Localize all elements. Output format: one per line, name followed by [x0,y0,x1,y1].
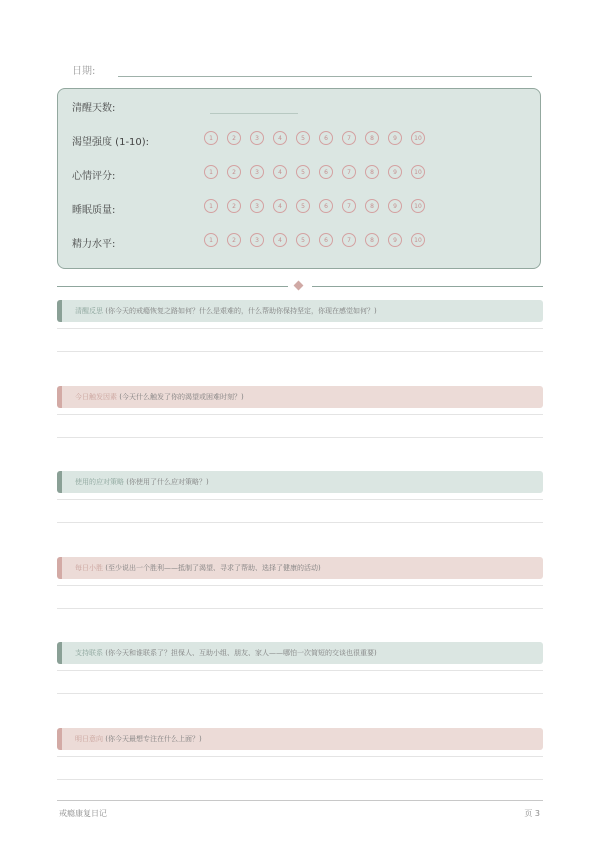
section-title [75,648,377,658]
rating-circle[interactable]: 5 [296,131,310,145]
writing-line[interactable] [57,351,543,352]
section-prompt: (你今天的戒瘾恢复之路如何？什么是艰难的，什么帮助你保持坚定，你现在感觉如何？) [105,307,377,315]
writing-line[interactable] [57,608,543,609]
rating-circle[interactable]: 10 [411,165,425,179]
section-header [57,642,543,664]
rating-circle[interactable]: 3 [250,233,264,247]
rating-circle[interactable]: 10 [411,131,425,145]
divider-line-left [57,286,288,287]
rating-circle[interactable]: 6 [319,199,333,213]
writing-line[interactable] [57,328,543,329]
rating-circle[interactable]: 5 [296,165,310,179]
sleep-label: 睡眠质量: [72,205,116,216]
mood-label: 心情评分: [72,171,116,182]
rating-circle[interactable]: 2 [227,199,241,213]
section-title [75,392,244,402]
rating-circle[interactable]: 4 [273,199,287,213]
rating-circle[interactable]: 7 [342,165,356,179]
energy-label: 精力水平: [72,239,116,250]
section-prompt: (至少说出一个胜利——抵制了渴望、寻求了帮助、选择了健康的活动) [105,564,321,572]
section-header [57,728,543,750]
rating-circle[interactable]: 3 [250,199,264,213]
date-row [72,62,532,80]
writing-line[interactable] [57,779,543,780]
section-prompt: (你使用了什么应对策略？) [126,478,209,486]
section-title [75,734,202,744]
section-heading: 使用的应对策略 [75,478,124,486]
rating-circle[interactable]: 9 [388,165,402,179]
footer-title: 戒瘾康复日记 [59,809,107,818]
rating-circle[interactable]: 9 [388,131,402,145]
divider-line-right [312,286,543,287]
section-title [75,306,377,316]
sober-days-label: 清醒天数: [72,103,116,114]
writing-line[interactable] [57,585,543,586]
rating-circle[interactable]: 7 [342,233,356,247]
section-heading: 今日触发因素 [75,393,117,401]
rating-circle[interactable]: 3 [250,131,264,145]
metrics-box [57,88,541,269]
rating-circle[interactable]: 8 [365,165,379,179]
rating-circle[interactable]: 2 [227,131,241,145]
section-prompt: (今天什么触发了你的渴望或困难时刻？) [119,393,244,401]
date-label: 日期: [72,66,96,77]
writing-line[interactable] [57,522,543,523]
section-prompt: (你今天和谁联系了？担保人、互助小组、朋友、家人——哪怕一次简短的交谈也很重要) [105,649,377,657]
rating-circle[interactable]: 7 [342,131,356,145]
rating-circle[interactable]: 2 [227,165,241,179]
section-divider [57,282,543,292]
writing-line[interactable] [57,693,543,694]
section-header [57,471,543,493]
writing-line[interactable] [57,756,543,757]
craving-label: 渴望强度 (1-10): [72,137,150,148]
rating-circle[interactable]: 5 [296,233,310,247]
rating-circle[interactable]: 1 [204,165,218,179]
section-heading: 支持联系 [75,649,103,657]
rating-circle[interactable]: 9 [388,199,402,213]
writing-line[interactable] [57,437,543,438]
rating-circle[interactable]: 10 [411,199,425,213]
section-heading: 每日小胜 [75,564,103,572]
rating-circle[interactable]: 3 [250,165,264,179]
rating-circle[interactable]: 6 [319,165,333,179]
rating-circle[interactable]: 6 [319,233,333,247]
rating-circle[interactable]: 8 [365,131,379,145]
diamond-ornament-icon [294,281,304,291]
rating-circle[interactable]: 9 [388,233,402,247]
section-title [75,477,209,487]
writing-line[interactable] [57,499,543,500]
section-heading: 明日意向 [75,735,103,743]
section-header [57,386,543,408]
writing-line[interactable] [57,414,543,415]
section-header [57,557,543,579]
rating-circle[interactable]: 10 [411,233,425,247]
rating-circle[interactable]: 8 [365,233,379,247]
rating-circle[interactable]: 1 [204,199,218,213]
section-header [57,300,543,322]
date-field[interactable] [118,76,532,77]
sober-days-field[interactable] [210,113,298,114]
rating-circle[interactable]: 4 [273,165,287,179]
writing-line[interactable] [57,670,543,671]
page-number: 页 3 [524,809,540,818]
rating-circle[interactable]: 4 [273,233,287,247]
section-title [75,563,321,573]
rating-circle[interactable]: 2 [227,233,241,247]
footer-divider [57,800,543,801]
section-prompt: (你今天最想专注在什么上面？) [105,735,202,743]
rating-circle[interactable]: 8 [365,199,379,213]
section-heading: 清醒反思 [75,307,103,315]
rating-circle[interactable]: 7 [342,199,356,213]
rating-circle[interactable]: 5 [296,199,310,213]
rating-circle[interactable]: 6 [319,131,333,145]
rating-circle[interactable]: 4 [273,131,287,145]
rating-circle[interactable]: 1 [204,233,218,247]
rating-circle[interactable]: 1 [204,131,218,145]
